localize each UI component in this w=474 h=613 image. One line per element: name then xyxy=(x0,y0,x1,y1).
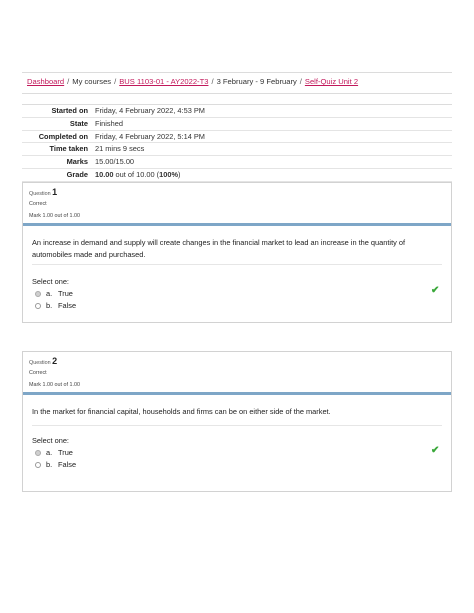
option-letter: b. xyxy=(46,301,53,310)
breadcrumb-separator: / xyxy=(114,77,117,86)
question-state: Correct xyxy=(29,201,47,207)
question-number-value: 1 xyxy=(52,187,58,197)
option-label: True xyxy=(58,289,73,298)
grade-out-of: out of 10.00 ( xyxy=(113,169,160,179)
breadcrumb-dashboard[interactable]: Dashboard xyxy=(27,77,65,86)
breadcrumb-course[interactable]: BUS 1103-01 - AY2022-T3 xyxy=(119,77,209,86)
breadcrumb xyxy=(27,77,452,86)
question-number xyxy=(29,188,57,197)
radio-button[interactable] xyxy=(35,303,41,309)
breadcrumb-divider xyxy=(22,93,452,94)
question-divider-bar xyxy=(23,392,451,395)
summary-label: Completed on xyxy=(38,131,88,141)
question-prefix: Question xyxy=(29,191,51,197)
radio-button[interactable] xyxy=(35,450,41,456)
breadcrumb-week: 3 February - 9 February xyxy=(216,77,297,86)
summary-label: State xyxy=(69,118,88,128)
option-b[interactable] xyxy=(35,301,76,310)
radio-button[interactable] xyxy=(35,462,41,468)
question-state: Correct xyxy=(29,370,47,376)
question-2 xyxy=(22,351,452,492)
grade-percent: 100% xyxy=(159,169,179,179)
option-label: False xyxy=(58,460,77,469)
question-text: An increase in demand and supply will create changes in the financial market to lead an increase in the quantity of automobiles made and purchased. xyxy=(32,238,406,259)
summary-row-grade xyxy=(22,169,452,182)
question-mark: Mark 1.00 out of 1.00 xyxy=(29,382,80,388)
option-letter: a. xyxy=(46,448,53,457)
breadcrumb-separator: / xyxy=(211,77,214,86)
option-b[interactable] xyxy=(35,460,76,469)
option-label: True xyxy=(58,448,73,457)
grade-score: 10.00 xyxy=(95,169,114,179)
breadcrumb-my-courses: My courses xyxy=(72,77,112,86)
breadcrumb-quiz[interactable]: Self-Quiz Unit 2 xyxy=(304,77,359,86)
summary-label: Grade xyxy=(66,169,88,179)
question-number xyxy=(29,357,57,366)
option-label: False xyxy=(58,301,77,310)
summary-value: Friday, 4 February 2022, 4:53 PM xyxy=(95,106,205,115)
answer-divider xyxy=(32,264,442,265)
question-divider-bar xyxy=(23,223,451,226)
summary-value xyxy=(88,169,180,181)
top-divider xyxy=(22,72,452,73)
question-number-value: 2 xyxy=(52,356,58,366)
summary-row-completed xyxy=(22,131,452,144)
summary-value: 15.00/15.00 xyxy=(95,157,135,167)
radio-button[interactable] xyxy=(35,291,41,297)
question-prefix: Question xyxy=(29,360,51,366)
breadcrumb-separator: / xyxy=(299,77,302,86)
option-letter: a. xyxy=(46,289,53,298)
summary-row-started xyxy=(22,105,452,118)
summary-label: Marks xyxy=(66,157,88,167)
summary-value: Finished xyxy=(95,118,123,128)
check-icon: ✔ xyxy=(431,445,440,456)
option-a[interactable] xyxy=(35,289,73,298)
summary-label: Time taken xyxy=(49,144,88,154)
summary-value: 21 mins 9 secs xyxy=(95,144,145,154)
summary-row-marks xyxy=(22,156,452,169)
option-a[interactable] xyxy=(35,448,73,457)
summary-value: Friday, 4 February 2022, 5:14 PM xyxy=(95,131,205,141)
question-1 xyxy=(22,182,452,323)
option-letter: b. xyxy=(46,460,53,469)
grade-close: ) xyxy=(178,169,181,179)
answer-divider xyxy=(32,425,442,426)
select-one-label: Select one: xyxy=(32,436,69,445)
summary-row-state xyxy=(22,118,452,131)
question-mark: Mark 1.00 out of 1.00 xyxy=(29,213,80,219)
question-text: In the market for financial capital, households and firms can be on either side of the market. xyxy=(32,407,331,416)
quiz-summary-table xyxy=(22,104,452,182)
check-icon: ✔ xyxy=(431,285,440,296)
summary-row-time xyxy=(22,143,452,156)
select-one-label: Select one: xyxy=(32,277,69,286)
summary-label: Started on xyxy=(51,106,88,115)
breadcrumb-separator: / xyxy=(67,77,70,86)
